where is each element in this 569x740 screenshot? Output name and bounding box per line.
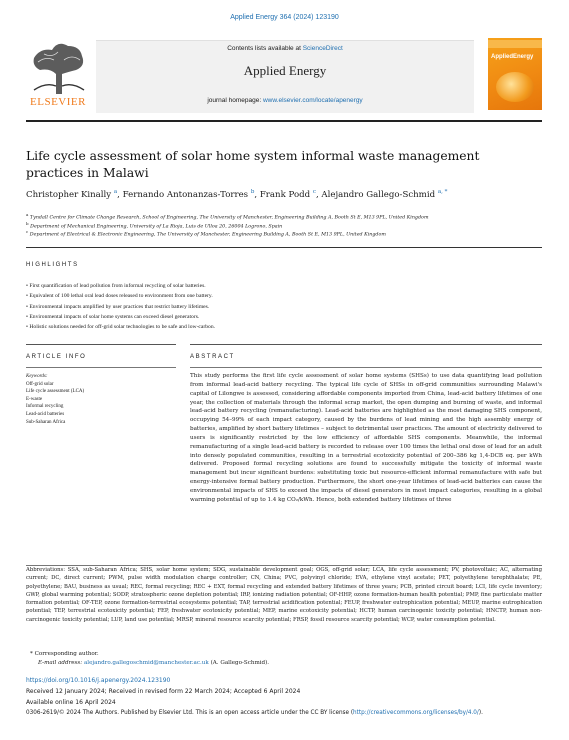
- received-dates: Received 12 January 2024; Received in revised form 22 March 2024; Accepted 6 April 2024: [26, 688, 301, 695]
- journal-title: Applied Energy: [243, 63, 327, 78]
- author-affiliation-marker[interactable]: a: [113, 189, 118, 195]
- keyword: Sub-Saharan Africa: [26, 419, 66, 425]
- keyword: Informal recycling: [26, 404, 64, 410]
- keyword: E-waste: [26, 396, 43, 402]
- homepage-prefix: journal homepage:: [207, 97, 263, 104]
- article-info-subrule: [26, 367, 176, 368]
- keywords-block: [26, 373, 84, 426]
- cover-artwork: [496, 72, 534, 102]
- contents-line: [96, 45, 474, 52]
- affiliation-marker: a: [26, 212, 29, 217]
- journal-homepage: [96, 97, 474, 104]
- corresponding-author-note: * Corresponding author.: [30, 651, 99, 657]
- license-prefix: 0306-2619/© 2024 The Authors. Published by Elsevier Ltd. This is an open access article under the CC BY license (: [26, 710, 354, 716]
- section-rule: [26, 247, 542, 248]
- highlight-item: • First quantification of lead pollution from informal recycling of solar batteries.: [26, 281, 542, 291]
- keyword: Off-grid solar: [26, 381, 54, 387]
- article-info-heading: ARTICLE INFO: [26, 354, 87, 360]
- affiliation-marker: c: [26, 229, 29, 234]
- highlight-item: • Environmental impacts amplified by user practices that restrict battery lifetimes.: [26, 302, 542, 312]
- license-line: [26, 710, 546, 716]
- cover-header-bar: [488, 40, 542, 48]
- cover-title: AppliedEnergy: [491, 54, 534, 60]
- email-suffix: (A. Gallego-Schmid).: [208, 660, 270, 666]
- author-name[interactable]: Alejandro Gallego-Schmid: [321, 189, 436, 200]
- sciencedirect-link[interactable]: ScienceDirect: [302, 45, 343, 52]
- email-note: [38, 660, 269, 666]
- highlights-list: [26, 281, 542, 332]
- affiliation-text: Department of Mechanical Engineering, University of La Rioja, Luis de Ulloa 20, 26004 Logrono, Spain: [30, 224, 283, 230]
- affiliation: [26, 212, 546, 221]
- abstract-heading: ABSTRACT: [190, 354, 235, 360]
- keyword: Life cycle assessment (LCA): [26, 389, 85, 395]
- author-name[interactable]: Fernando Antonanzas-Torres: [122, 189, 249, 200]
- highlight-item: • Holistic solutions needed for off-grid solar technologies to be safe and low-carbon.: [26, 322, 542, 332]
- license-link[interactable]: http://creativecommons.org/licenses/by/4.0/: [353, 710, 479, 716]
- author-name[interactable]: Frank Podd: [259, 189, 311, 200]
- highlight-item: • Environmental impacts of solar home systems can exceed diesel generators.: [26, 312, 542, 322]
- affiliation-text: Department of Electrical & Electronic Engineering, The University of Manchester, Engineering Building A, Booth St E, M13 9PL, United Kingdom: [29, 232, 386, 238]
- doi-link[interactable]: https://doi.org/10.1016/j.apenergy.2024.123190: [26, 677, 171, 684]
- author-list: Christopher Kinally $^a$, Fernando Antonanzas-Torres $^b$, Frank Podd $^c$, Alejandro Gallego-Schmid $^{a, *}$: [26, 189, 448, 200]
- highlight-item: • Equivalent of 100 lethal oral lead doses released to environment from one battery.: [26, 291, 542, 301]
- header-rule: [26, 120, 542, 122]
- abbreviations-footnote: Abbreviations: SSA, sub-Saharan Africa; SHS, solar home system; SDG, sustainable development goal; OGS, off-grid solar; LCA, life cycle assessment; PV, photovoltaic; AC, alternating current; DC, direct current; PWM, pulse width modulation charge controller; CN, China; PVC, polyvinyl chloride; EVA, ethylene vinyl acetate; PET, polyethylene terephthalate; PE, polyethylene; BAU, business as usual; REC, formal recycling; REC + EXT, formal recycling and extended battery lifetimes of three years; PCB, printed circuit board; LCI, life cycle inventory; GWP, global warming potential; SODP, stratospheric ozone depletion potential; IRP, ionizing radiation potential; OF-HHP, ozone formation-human health potential; PMP, fine particulate matter formation potential; OF-TEP, ozone formation-terrestrial ecosystems potential; TAP, terrestrial acidification potential; FEUP, freshwater eutrophication potential; MEUP, marine eutrophication potential; TEP, terrestrial ecotoxicity potential; FEP, freshwater ecotoxicity potential; MEP, marine ecotoxicity potential; HCTP, human carcinogenic toxicity potential; HNCTP, human non-carcinogenic toxicity potential; LUP, land use potential; MRSP, mineral resource scarcity potential; FRSP, fossil resource scarcity potential; WCP, water consumption potential.: [26, 567, 542, 623]
- contents-prefix: Contents lists available at: [227, 45, 303, 52]
- abstract-subrule: [190, 367, 542, 368]
- affiliation: [26, 229, 546, 238]
- license-suffix: ).: [478, 710, 483, 716]
- author-affiliation-marker[interactable]: b: [250, 189, 255, 195]
- homepage-link[interactable]: www.elsevier.com/locate/apenergy: [262, 97, 363, 104]
- author-affiliation-marker[interactable]: c: [312, 189, 316, 195]
- highlights-heading: HIGHLIGHTS: [26, 262, 79, 268]
- article-info-rule: [26, 344, 176, 345]
- author-affiliation-marker[interactable]: a, *: [437, 189, 448, 195]
- publisher-name: ELSEVIER: [30, 96, 86, 108]
- affiliation-marker: b: [26, 221, 29, 226]
- article-title: Life cycle assessment of solar home system informal waste management practices in Malawi: [26, 149, 480, 180]
- email-label: E-mail address:: [38, 660, 84, 666]
- email-link[interactable]: alejandro.gallegoschmid@manchester.ac.uk: [83, 660, 209, 666]
- abstract-rule: [190, 344, 542, 345]
- author-name[interactable]: Christopher Kinally: [26, 189, 112, 200]
- running-header[interactable]: Applied Energy 364 (2024) 123190: [230, 14, 339, 21]
- keywords-label: Keywords:: [26, 374, 48, 379]
- abstract-text: This study performs the first life cycle assessment of solar home systems (SHSs) to use data quantifying lead pollution from informal lead-acid battery recycling. The typical life cycle of SHSs in off-grid communities surrounding Malawi's capital of Lilongwe is assessed, considering affordable components imported from China, lead-acid battery lifetimes of one year, the collection of materials through the informal scrap market, the open dumping and burning of waste, and informal lead-acid battery recycling (remanufacturing). Lead-acid batteries are highlighted as the most damaging SHS component, occupying 54–99% of each impact category, caused by the burdens of lead mining and the high assembly energy of batteries, amplified by short battery lifetimes – subject to detrimental user practices. The amount of electricity delivered to users is significantly restricted by the low efficiency of affordable SHS components. Meanwhile, the informal remanufacturing of a single lead-acid battery is recorded to release over 100 times the lethal oral dose of lead for an adult into densely populated communities, resulting in a terrestrial ecotoxicity potential of 200–386 kg 1,4-DCB eq. per kWh delivered. Proposed formal recycling solutions are found to successfully mitigate the toxicity of informal waste management but incur significant burdens: substituting toxic but resource-efficient informal remanufacture with safe but energy-intensive formal battery production. Furthermore, the short one-year lifetimes of lead-acid batteries can cause the environmental impacts of SHS to exceed the impacts of diesel generators in most impact categories, resulting in a global warming potential of up to 1.4 kg CO₂/kWh. Hence, both extended battery lifetimes of three: [190, 373, 542, 503]
- keyword: Lead-acid batteries: [26, 411, 65, 417]
- affiliation-text: Tyndall Centre for Climate Change Research, School of Engineering, The University of Manchester, Engineering Building A, Booth St E, M13 9PL, United Kingdom: [29, 215, 429, 221]
- available-online: Available online 16 April 2024: [26, 699, 116, 706]
